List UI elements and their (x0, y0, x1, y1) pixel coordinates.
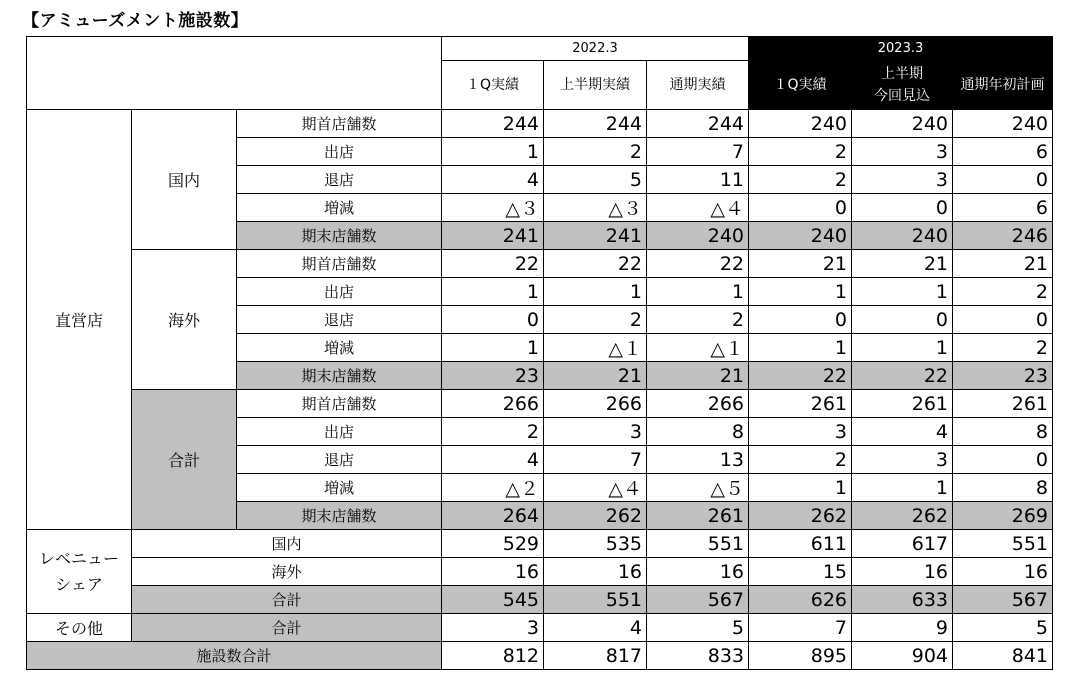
group-label: 国内 (132, 110, 237, 250)
row-label: 期首店舗数 (237, 110, 442, 138)
value-cell: △３ (544, 194, 647, 222)
period-2023-header: 2023.3 (749, 37, 1053, 61)
value-cell: 16 (647, 558, 749, 586)
value-cell: 11 (647, 166, 749, 194)
value-cell: 5 (647, 614, 749, 642)
value-cell: △３ (442, 194, 544, 222)
value-cell: 244 (647, 110, 749, 138)
col-header-2022-full: 通期実績 (647, 61, 749, 110)
value-cell: 2 (442, 418, 544, 446)
value-cell: 261 (852, 390, 953, 418)
value-cell: 0 (953, 446, 1053, 474)
value-cell: 0 (442, 306, 544, 334)
revenue-share-label-line2: シェア (55, 574, 103, 594)
value-cell: 841 (953, 642, 1053, 670)
value-cell: 22 (544, 250, 647, 278)
row-label: 合計 (132, 586, 442, 614)
value-cell: 22 (852, 362, 953, 390)
value-cell: 545 (442, 586, 544, 614)
value-cell: 16 (442, 558, 544, 586)
row-label: 増減 (237, 334, 442, 362)
value-cell: 3 (749, 418, 852, 446)
value-cell: 241 (544, 222, 647, 250)
value-cell: △２ (442, 474, 544, 502)
value-cell: 266 (544, 390, 647, 418)
value-cell: 895 (749, 642, 852, 670)
value-cell: 240 (647, 222, 749, 250)
value-cell: 567 (647, 586, 749, 614)
table-row (27, 586, 1053, 614)
value-cell: △４ (544, 474, 647, 502)
direct-store-label: 直営店 (27, 110, 132, 530)
other-label: その他 (27, 614, 132, 642)
row-label: 海外 (132, 558, 442, 586)
value-cell: 16 (544, 558, 647, 586)
value-cell: 23 (442, 362, 544, 390)
revenue-share-label (27, 530, 132, 614)
value-cell: △１ (647, 334, 749, 362)
value-cell: △１ (544, 334, 647, 362)
value-cell: 3 (852, 166, 953, 194)
value-cell: 551 (544, 586, 647, 614)
value-cell: 1 (442, 138, 544, 166)
row-label: 期末店舗数 (237, 362, 442, 390)
value-cell: 0 (749, 306, 852, 334)
value-cell: 2 (647, 306, 749, 334)
value-cell: 266 (647, 390, 749, 418)
value-cell: 1 (749, 334, 852, 362)
value-cell: 0 (953, 306, 1053, 334)
value-cell: 617 (852, 530, 953, 558)
value-cell: 4 (442, 166, 544, 194)
value-cell: 626 (749, 586, 852, 614)
value-cell: 4 (544, 614, 647, 642)
row-label: 退店 (237, 446, 442, 474)
value-cell: 2 (953, 278, 1053, 306)
col-header-2022-q1: １Q実績 (442, 61, 544, 110)
value-cell: 9 (852, 614, 953, 642)
value-cell: 1 (749, 474, 852, 502)
value-cell: 2 (544, 138, 647, 166)
value-cell: 240 (749, 222, 852, 250)
value-cell: 2 (544, 306, 647, 334)
value-cell: 21 (544, 362, 647, 390)
value-cell: 8 (647, 418, 749, 446)
row-label: 国内 (132, 530, 442, 558)
table-title: 【アミューズメント施設数】 (22, 11, 249, 31)
value-cell: 22 (749, 362, 852, 390)
value-cell: 812 (442, 642, 544, 670)
value-cell: 817 (544, 642, 647, 670)
row-label: 増減 (237, 194, 442, 222)
value-cell: 535 (544, 530, 647, 558)
value-cell: 21 (749, 250, 852, 278)
value-cell: 1 (442, 334, 544, 362)
value-cell: 7 (647, 138, 749, 166)
value-cell: 7 (749, 614, 852, 642)
value-cell: 6 (953, 194, 1053, 222)
value-cell: 22 (442, 250, 544, 278)
value-cell: 611 (749, 530, 852, 558)
value-cell: 240 (852, 110, 953, 138)
value-cell: 3 (442, 614, 544, 642)
value-cell: 264 (442, 502, 544, 530)
value-cell: 262 (852, 502, 953, 530)
value-cell: 240 (852, 222, 953, 250)
value-cell: 23 (953, 362, 1053, 390)
value-cell: 13 (647, 446, 749, 474)
period-2022-header: 2022.3 (442, 37, 749, 61)
table-row (27, 390, 1053, 418)
value-cell: 0 (953, 166, 1053, 194)
col-header-2023-half-line2: 今回見込 (874, 88, 931, 104)
value-cell: 240 (953, 110, 1053, 138)
col-header-2023-q1: １Q実績 (749, 61, 852, 110)
row-label: 期首店舗数 (237, 390, 442, 418)
value-cell: 244 (442, 110, 544, 138)
value-cell: 3 (544, 418, 647, 446)
value-cell: 244 (544, 110, 647, 138)
value-cell: 262 (749, 502, 852, 530)
row-label: 期末店舗数 (237, 222, 442, 250)
col-header-2023-half (852, 61, 953, 110)
value-cell: 529 (442, 530, 544, 558)
value-cell: 0 (852, 194, 953, 222)
value-cell: 16 (852, 558, 953, 586)
value-cell: 7 (544, 446, 647, 474)
value-cell: 4 (852, 418, 953, 446)
value-cell: 22 (647, 250, 749, 278)
table-row (27, 110, 1053, 138)
value-cell: 1 (852, 474, 953, 502)
value-cell: 1 (852, 278, 953, 306)
header-corner (27, 37, 442, 110)
value-cell: 8 (953, 474, 1053, 502)
value-cell: 3 (852, 138, 953, 166)
value-cell: 2 (749, 446, 852, 474)
value-cell: 904 (852, 642, 953, 670)
value-cell: 261 (953, 390, 1053, 418)
value-cell: 266 (442, 390, 544, 418)
table-row (27, 250, 1053, 278)
row-label: 退店 (237, 306, 442, 334)
value-cell: 0 (749, 194, 852, 222)
value-cell: 240 (749, 110, 852, 138)
value-cell: 16 (953, 558, 1053, 586)
revenue-share-label-line1: レベニュー (38, 548, 119, 568)
row-label: 増減 (237, 474, 442, 502)
value-cell: 5 (953, 614, 1053, 642)
value-cell: 1 (442, 278, 544, 306)
row-label: 期首店舗数 (237, 250, 442, 278)
value-cell: 21 (953, 250, 1053, 278)
row-label: 合計 (132, 614, 442, 642)
value-cell: 3 (852, 446, 953, 474)
row-label: 出店 (237, 418, 442, 446)
group-label: 海外 (132, 250, 237, 390)
table-row (27, 530, 1053, 558)
value-cell: 2 (749, 166, 852, 194)
value-cell: 4 (442, 446, 544, 474)
value-cell: 551 (647, 530, 749, 558)
value-cell: 0 (852, 306, 953, 334)
value-cell: 1 (749, 278, 852, 306)
table-row (27, 614, 1053, 642)
row-label: 出店 (237, 138, 442, 166)
value-cell: 261 (647, 502, 749, 530)
value-cell: 567 (953, 586, 1053, 614)
value-cell: △４ (647, 194, 749, 222)
value-cell: 15 (749, 558, 852, 586)
value-cell: 633 (852, 586, 953, 614)
table-row (27, 642, 1053, 670)
value-cell: 1 (647, 278, 749, 306)
value-cell: 269 (953, 502, 1053, 530)
value-cell: 551 (953, 530, 1053, 558)
value-cell: 5 (544, 166, 647, 194)
table-row (27, 558, 1053, 586)
value-cell: 2 (953, 334, 1053, 362)
row-label: 退店 (237, 166, 442, 194)
grand-total-label: 施設数合計 (27, 642, 442, 670)
row-label: 期末店舗数 (237, 502, 442, 530)
group-label: 合計 (132, 390, 237, 530)
col-header-2023-full-plan: 通期年初計画 (953, 61, 1053, 110)
value-cell: 1 (852, 334, 953, 362)
value-cell: 833 (647, 642, 749, 670)
value-cell: 21 (647, 362, 749, 390)
value-cell: △５ (647, 474, 749, 502)
value-cell: 261 (749, 390, 852, 418)
value-cell: 8 (953, 418, 1053, 446)
value-cell: 246 (953, 222, 1053, 250)
value-cell: 6 (953, 138, 1053, 166)
facility-count-table (26, 36, 1053, 670)
value-cell: 1 (544, 278, 647, 306)
col-header-2023-half-line1: 上半期 (881, 66, 924, 82)
value-cell: 262 (544, 502, 647, 530)
col-header-2022-half: 上半期実績 (544, 61, 647, 110)
value-cell: 2 (749, 138, 852, 166)
value-cell: 241 (442, 222, 544, 250)
row-label: 出店 (237, 278, 442, 306)
value-cell: 21 (852, 250, 953, 278)
